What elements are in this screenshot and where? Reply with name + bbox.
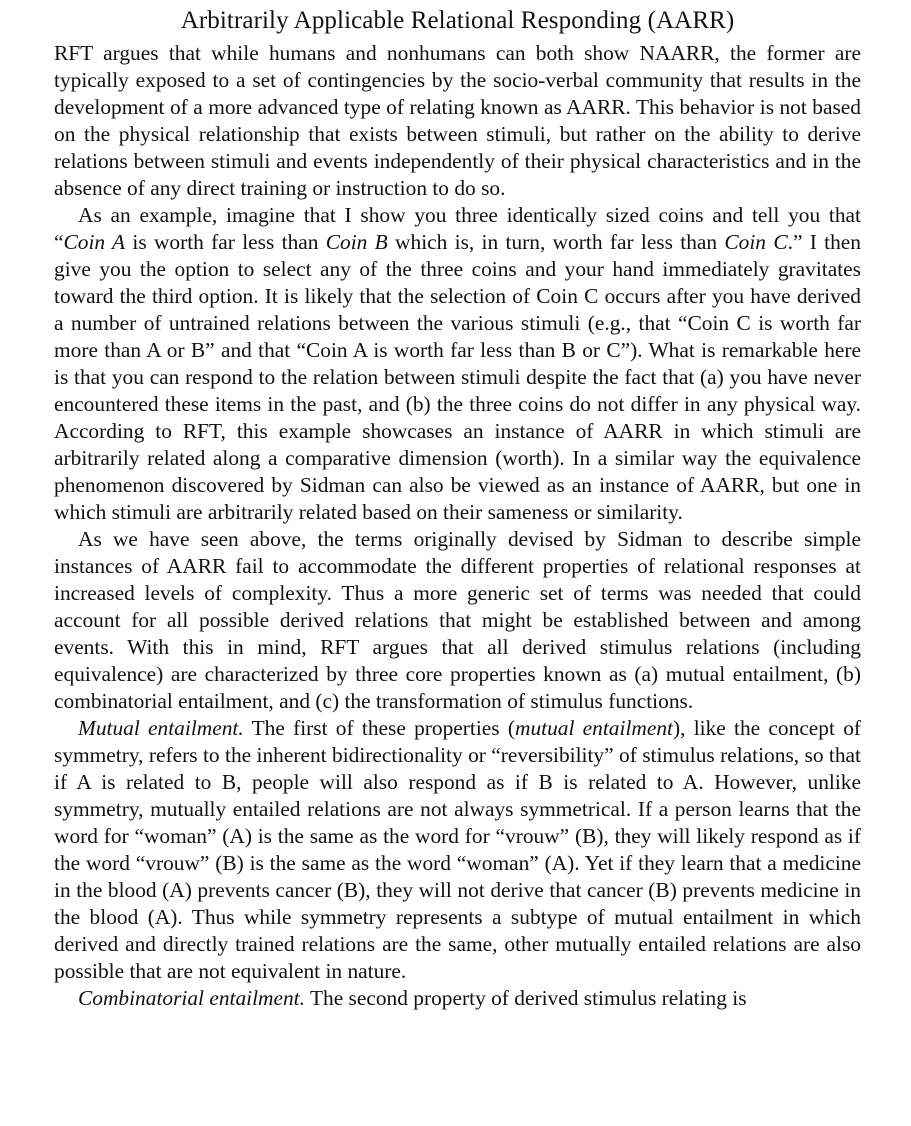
paragraph-coin-example: As an example, imagine that I show you three identically sized coins and tell you that “Coin A is worth far less than Coin B which is, in turn, worth far less than Coin C.” I then give you the option to select any of the three coins and your hand immediately gravitates toward the third option. It is likely that the selection of Coin C occurs after you have derived a number of untrained relations between the various stimuli (e.g., that “Coin C is worth far more than A or B” and that “Coin A is worth far less than B or C”). What is remarkable here is that you can respond to the relation between stimuli despite the fact that (a) you have never encountered these items in the past, and (b) the three coins do not differ in any physical way. According to RFT, this example showcases an instance of AARR in which stimuli are arbitrarily related along a comparative dimension (worth). In a similar way the equivalence phenomenon discovered by Sidman can also be viewed as an instance of AARR, but one in which stimuli are arbitrarily related based on their sameness or similarity. bbox=[54, 203, 861, 524]
paragraph-intro bbox=[54, 40, 861, 202]
combinatorial-entailment-heading: Combinatorial entailment. bbox=[78, 986, 305, 1010]
paragraph-mutual-entailment: Mutual entailment. The first of these properties (mutual entailment), like the concept of symmetry, refers to the inherent bidirectionality or “reversibility” of stimulus relations, so that if A is related to B, people will also respond as if B is related to A. However, unlike symmetry, mutually entailed relations are not always symmetrical. If a person learns that the word for “woman” (A) is the same as the word for “vrouw” (B), they will likely respond as if the word “vrouw” (B) is the same as the word “woman” (A). Yet if they learn that a medicine in the blood (A) prevents cancer (B), they will not derive that cancer (B) prevents medicine in the blood (A). Thus while symmetry represents a subtype of mutual entailment in which derived and directly trained relations are the same, other mutually entailed relations are also possible that are not equivalent in nature. bbox=[54, 716, 862, 983]
coin-a-italic: Coin A bbox=[63, 230, 126, 254]
coin-b-italic: Coin B bbox=[325, 230, 388, 254]
paragraph-core-properties bbox=[54, 526, 861, 715]
section-heading: Arbitrarily Applicable Relational Responding (AARR) bbox=[180, 7, 735, 34]
page bbox=[54, 4, 861, 1012]
paragraph-combinatorial-entailment: Combinatorial entailment. The second property of derived stimulus relating is bbox=[78, 986, 747, 1010]
paragraph-core-properties-text: As we have seen above, the terms originally devised by Sidman to describe simple instances of AARR fail to accommodate the different properties of relational responses at increased levels of complexity. Thus a more generic set of terms was needed that could account for all possible derived relations that might be established between and among events. With this in mind, RFT argues that all derived stimulus relations (including equivalence) are characterized by three core properties known as (a) mutual entailment, (b) combinatorial entailment, and (c) the transformation of stimulus functions. bbox=[54, 527, 861, 713]
coin-c-italic: Coin C bbox=[724, 230, 788, 254]
mutual-entailment-heading: Mutual entailment. bbox=[78, 716, 244, 740]
mutual-entailment-term: mutual entailment bbox=[515, 716, 673, 740]
paragraph-intro-text: RFT argues that while humans and nonhumans can both show NAARR, the former are typically exposed to a set of contingencies by the socio-verbal community that results in the development of a more advanced type of relating known as AARR. This behavior is not based on the physical relationship that exists between stimuli, but rather on the ability to derive relations between stimuli and events independently of their physical characteristics and in the absence of any direct training or instruction to do so. bbox=[54, 41, 861, 200]
